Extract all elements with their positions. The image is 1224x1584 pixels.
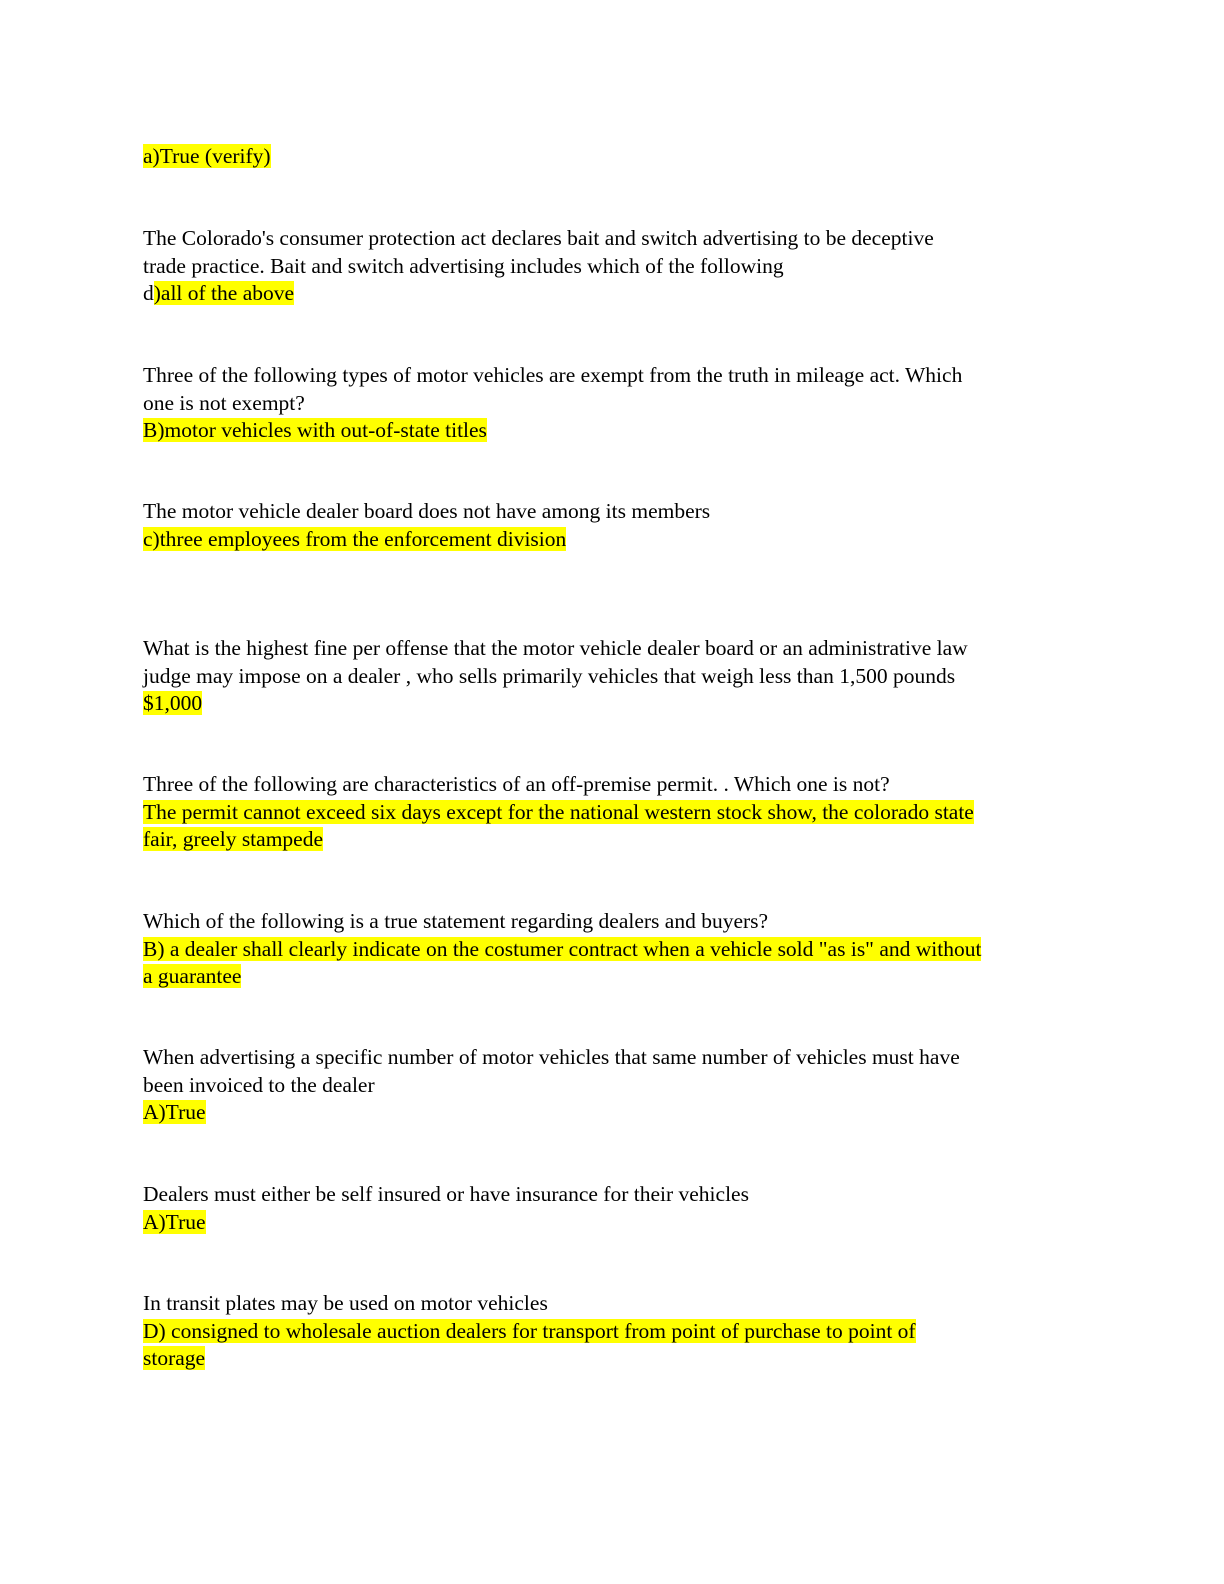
question-line: Three of the following types of motor vehicles are exempt from the truth in mileage act. Which [143, 363, 963, 387]
question-line: judge may impose on a dealer , who sells primarily vehicles that weigh less than 1,500 pounds [143, 663, 956, 688]
qa-item-9 [143, 1181, 1083, 1236]
qa-item-6 [143, 771, 1083, 854]
answer-line: storage [143, 1346, 206, 1370]
answer-line: D) consigned to wholesale auction dealers for transport from point of purchase to point of [143, 1318, 916, 1343]
qa-item-3 [143, 362, 1083, 445]
question-line: been invoiced to the dealer [143, 1072, 375, 1097]
question-line: In transit plates may be used on motor vehicles [143, 1291, 548, 1315]
question-line: Three of the following are characteristics of an off-premise permit. . Which one is not? [143, 772, 890, 796]
answer-line: $1,000 [143, 691, 203, 715]
qa-item-5 [143, 635, 1083, 718]
question-line: The motor vehicle dealer board does not have among its members [143, 499, 711, 523]
qa-item-2 [143, 225, 1083, 308]
question-line: one is not exempt? [143, 390, 305, 415]
question-line: When advertising a specific number of motor vehicles that same number of vehicles must have [143, 1045, 960, 1069]
question-line: The Colorado's consumer protection act declares bait and switch advertising to be deceptive [143, 226, 934, 250]
answer-line [143, 280, 1083, 308]
qa-item-10 [143, 1290, 1083, 1373]
answer-prefix: d [143, 281, 154, 305]
qa-item-7 [143, 908, 1083, 991]
answer-line: c)three employees from the enforcement division [143, 526, 567, 551]
answer-line: The permit cannot exceed six days except for the national western stock show, the colorado state [143, 799, 974, 824]
question-line: Which of the following is a true statement regarding dealers and buyers? [143, 909, 769, 933]
question-line: What is the highest fine per offense that the motor vehicle dealer board or an administrative law [143, 636, 968, 660]
answer-line: A)True [143, 1100, 206, 1124]
qa-item-4 [143, 498, 1083, 553]
answer-highlight: )all of the above [153, 281, 295, 305]
answer-line: a guarantee [143, 964, 242, 988]
question-line: trade practice. Bait and switch advertising includes which of the following [143, 253, 784, 278]
answer-line: B)motor vehicles with out-of-state titles [143, 418, 487, 442]
qa-item-1 [143, 143, 1083, 171]
answer-line: a)True (verify) [143, 144, 271, 168]
answer-line: fair, greely stampede [143, 827, 324, 851]
question-line: Dealers must either be self insured or have insurance for their vehicles [143, 1182, 749, 1206]
qa-item-8 [143, 1044, 1083, 1127]
answer-line: B) a dealer shall clearly indicate on the costumer contract when a vehicle sold "as is" and without [143, 936, 982, 961]
answer-line: A)True [143, 1209, 206, 1234]
